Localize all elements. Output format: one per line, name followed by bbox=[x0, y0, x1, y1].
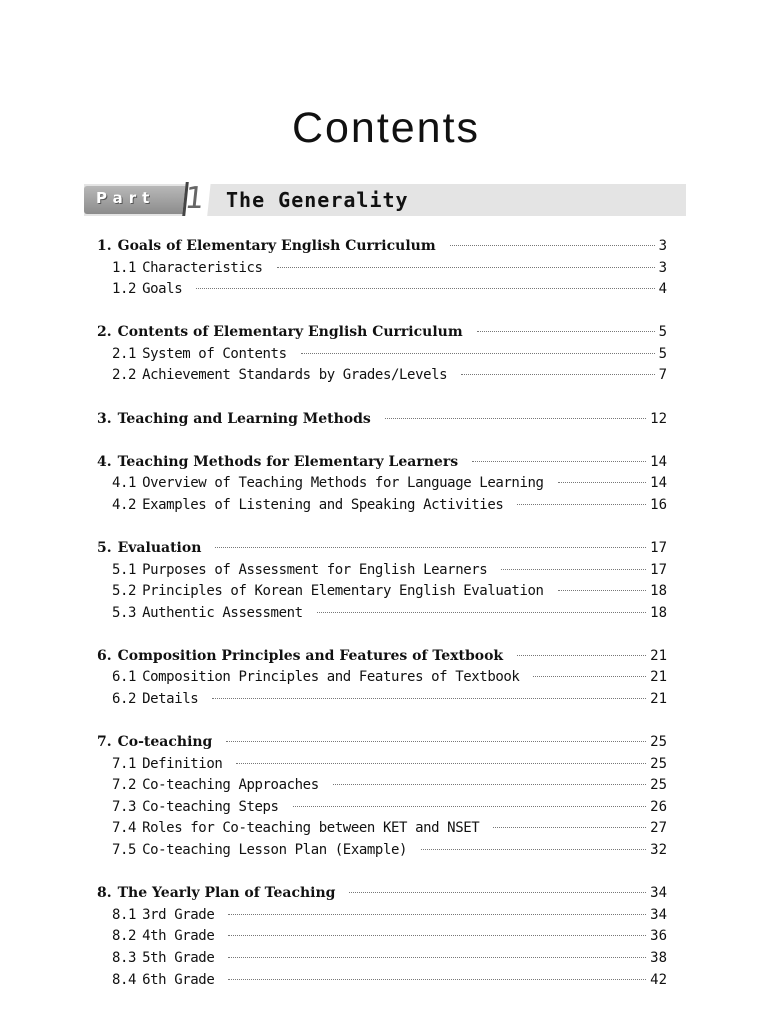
toc-page-number: 5 bbox=[658, 345, 667, 362]
toc-entry-title: Goals bbox=[142, 281, 183, 298]
part-badge bbox=[84, 186, 188, 214]
toc-entry-title: Overview of Teaching Methods for Language Learning bbox=[142, 475, 544, 492]
toc-page-number: 32 bbox=[650, 842, 667, 859]
toc-entry-number: 6.2 bbox=[112, 691, 137, 707]
toc-page-number: 18 bbox=[650, 604, 667, 621]
toc-page-number: 14 bbox=[650, 475, 667, 492]
toc-entry-title: 4th Grade bbox=[142, 928, 215, 945]
toc-page-number: 25 bbox=[650, 777, 667, 794]
toc-entry-title: 5th Grade bbox=[142, 949, 215, 966]
toc-entry-number: 8.1 bbox=[112, 906, 137, 923]
section-gap bbox=[97, 864, 667, 886]
toc-entry-number: 2.2 bbox=[112, 367, 137, 384]
toc-page-number: 21 bbox=[650, 647, 667, 664]
toc-entry-number: 7.5 bbox=[112, 842, 137, 859]
toc-entry-number: 5.1 bbox=[112, 561, 137, 578]
toc-entry-title: The Yearly Plan of Teaching bbox=[117, 885, 336, 902]
dot-leader bbox=[472, 460, 646, 462]
toc-entry-number: 5. bbox=[97, 539, 112, 556]
toc-entry-number: 6.1 bbox=[112, 669, 137, 686]
dot-leader bbox=[228, 934, 646, 936]
dot-leader bbox=[301, 352, 655, 354]
toc-chapter-entry[interactable] bbox=[97, 540, 667, 562]
toc-section-entry[interactable] bbox=[97, 820, 667, 842]
toc-entry-number: 8.3 bbox=[112, 949, 137, 966]
toc-entry-title: 6th Grade bbox=[142, 971, 215, 988]
dot-leader bbox=[385, 417, 646, 419]
toc-page-number: 25 bbox=[650, 755, 667, 772]
toc-entry-number: 5.3 bbox=[112, 604, 137, 621]
dot-leader bbox=[196, 287, 654, 289]
toc-section-entry[interactable] bbox=[97, 260, 667, 282]
toc-page-number: 18 bbox=[650, 583, 667, 600]
toc-section-entry[interactable] bbox=[97, 367, 667, 389]
section-gap bbox=[97, 432, 667, 454]
dot-leader bbox=[533, 675, 646, 677]
toc-entry-number: 8.4 bbox=[112, 971, 137, 988]
toc-page-number: 3 bbox=[658, 259, 667, 276]
toc-entry-title: Teaching and Learning Methods bbox=[117, 410, 371, 427]
dot-leader bbox=[228, 913, 646, 915]
toc-entry-title: Co-teaching Lesson Plan (Example) bbox=[142, 842, 408, 859]
toc-entry-number: 7.4 bbox=[112, 820, 137, 837]
toc-entry-title: Co-teaching Steps bbox=[142, 798, 279, 815]
toc-page-number: 21 bbox=[650, 691, 667, 707]
part-number-text: 1 bbox=[183, 181, 206, 216]
toc-entry-number: 4. bbox=[97, 453, 112, 470]
toc-page-number: 5 bbox=[658, 324, 667, 341]
toc-section-entry[interactable] bbox=[97, 907, 667, 929]
toc-entry-title: Purposes of Assessment for English Learners bbox=[142, 561, 488, 578]
toc-entry-title: Roles for Co-teaching between KET and NSET bbox=[142, 820, 480, 837]
toc-entry-title: Co-teaching Approaches bbox=[142, 777, 319, 794]
toc-entry-number: 7.3 bbox=[112, 798, 137, 815]
dot-leader bbox=[277, 266, 655, 268]
toc-page-number: 14 bbox=[650, 453, 667, 470]
toc-entry-number: 4.1 bbox=[112, 475, 137, 492]
toc-chapter-entry[interactable] bbox=[97, 648, 667, 670]
section-gap bbox=[97, 713, 667, 735]
toc-section-entry[interactable] bbox=[97, 691, 667, 713]
dot-leader bbox=[493, 826, 646, 828]
toc-section-entry[interactable] bbox=[97, 756, 667, 778]
page-title: Contents bbox=[291, 104, 481, 152]
toc-page-number: 36 bbox=[650, 928, 667, 945]
part-label: Part bbox=[96, 189, 156, 207]
section-gap bbox=[97, 626, 667, 648]
toc-page-number: 34 bbox=[650, 885, 667, 902]
dot-leader bbox=[501, 568, 646, 570]
toc-entry-number: 2.1 bbox=[112, 345, 137, 362]
toc-entry-title: Goals of Elementary English Curriculum bbox=[117, 238, 436, 254]
toc-section-entry[interactable] bbox=[97, 346, 667, 368]
toc-entry-title: Achievement Standards by Grades/Levels bbox=[142, 367, 448, 384]
toc-entry-number: 1.1 bbox=[112, 259, 137, 276]
toc-entry-title: Composition Principles and Features of Textbook bbox=[142, 669, 520, 686]
toc-page-number: 16 bbox=[650, 496, 667, 513]
toc-entry-title: Authentic Assessment bbox=[142, 604, 303, 621]
toc-chapter-entry[interactable] bbox=[97, 734, 667, 756]
toc-entry-title: Principles of Korean Elementary English Evaluation bbox=[142, 583, 544, 600]
dot-leader bbox=[228, 978, 646, 980]
toc-chapter-entry[interactable] bbox=[97, 411, 667, 433]
toc-entry-title: Examples of Listening and Speaking Activities bbox=[142, 496, 504, 513]
toc-page-number: 17 bbox=[650, 561, 667, 578]
part-number bbox=[182, 182, 211, 216]
toc-page-number: 34 bbox=[650, 906, 667, 923]
toc-entry-title: System of Contents bbox=[142, 345, 287, 362]
toc-chapter-entry[interactable] bbox=[97, 238, 667, 260]
section-gap bbox=[97, 518, 667, 540]
dot-leader bbox=[421, 848, 646, 850]
toc-section-entry[interactable] bbox=[97, 950, 667, 972]
toc-entry-number: 2. bbox=[97, 324, 112, 341]
section-gap bbox=[97, 303, 667, 325]
toc-entry-title: Contents of Elementary English Curriculum bbox=[117, 324, 463, 341]
toc-section-entry[interactable] bbox=[97, 842, 667, 864]
dot-leader bbox=[517, 503, 646, 505]
dot-leader bbox=[236, 762, 646, 764]
toc-entry-number: 7.1 bbox=[112, 755, 137, 772]
dot-leader bbox=[293, 805, 647, 807]
toc-entry-title: 3rd Grade bbox=[142, 906, 215, 923]
toc-page-number: 17 bbox=[650, 539, 667, 556]
dot-leader bbox=[517, 654, 646, 656]
toc-entry-title: Teaching Methods for Elementary Learners bbox=[117, 453, 459, 470]
toc-section-entry[interactable] bbox=[97, 972, 667, 994]
dot-leader bbox=[461, 373, 654, 375]
toc-page-number: 42 bbox=[650, 971, 667, 988]
toc-chapter-entry[interactable] bbox=[97, 324, 667, 346]
toc-section-entry[interactable] bbox=[97, 475, 667, 497]
toc-section-entry[interactable] bbox=[97, 497, 667, 519]
toc-page-number: 3 bbox=[658, 238, 667, 254]
toc-entry-number: 1. bbox=[97, 238, 112, 254]
toc-page-number: 4 bbox=[658, 281, 667, 298]
part-header bbox=[84, 181, 686, 216]
toc-page-number: 27 bbox=[650, 820, 667, 837]
toc-entry-title: Details bbox=[142, 691, 199, 707]
toc-entry-title: Evaluation bbox=[117, 539, 202, 556]
part-title: The Generality bbox=[226, 188, 409, 212]
toc-page-number: 21 bbox=[650, 669, 667, 686]
toc-entry-title: Characteristics bbox=[142, 259, 263, 276]
toc-section-entry[interactable] bbox=[97, 605, 667, 627]
dot-leader bbox=[477, 330, 655, 332]
dot-leader bbox=[226, 740, 646, 742]
dot-leader bbox=[212, 697, 646, 699]
toc-page-number: 7 bbox=[658, 367, 667, 384]
toc-page-number: 26 bbox=[650, 798, 667, 815]
dot-leader bbox=[317, 611, 646, 613]
dot-leader bbox=[333, 783, 646, 785]
toc-entry-number: 8.2 bbox=[112, 928, 137, 945]
toc-entry-number: 7.2 bbox=[112, 777, 137, 794]
dot-leader bbox=[215, 546, 646, 548]
toc-entry-number: 7. bbox=[97, 734, 112, 751]
toc-page-number: 25 bbox=[650, 734, 667, 751]
toc-chapter-entry[interactable] bbox=[97, 885, 667, 907]
toc-entry-title: Co-teaching bbox=[117, 734, 213, 751]
dot-leader bbox=[349, 891, 646, 893]
toc-section-entry[interactable] bbox=[97, 777, 667, 799]
dot-leader bbox=[558, 481, 647, 483]
toc-page-number: 12 bbox=[650, 410, 667, 427]
toc-entry-number: 3. bbox=[97, 410, 112, 427]
toc-section-entry[interactable] bbox=[97, 799, 667, 821]
dot-leader bbox=[558, 589, 647, 591]
toc-entry-number: 1.2 bbox=[112, 281, 137, 298]
toc-entry-number: 6. bbox=[97, 647, 112, 664]
toc-entry-title: Composition Principles and Features of Textbook bbox=[117, 647, 504, 664]
toc-page-number: 38 bbox=[650, 949, 667, 966]
toc-entry-number: 4.2 bbox=[112, 496, 137, 513]
toc-entry-title: Definition bbox=[142, 755, 223, 772]
toc-section-entry[interactable] bbox=[97, 281, 667, 303]
dot-leader bbox=[450, 244, 655, 246]
toc-section-entry[interactable] bbox=[97, 562, 667, 584]
table-of-contents bbox=[97, 238, 667, 993]
toc-chapter-entry[interactable] bbox=[97, 454, 667, 476]
toc-entry-number: 8. bbox=[97, 885, 112, 902]
toc-entry-number: 5.2 bbox=[112, 583, 137, 600]
section-gap bbox=[97, 389, 667, 411]
toc-section-entry[interactable] bbox=[97, 669, 667, 691]
toc-section-entry[interactable] bbox=[97, 583, 667, 605]
toc-section-entry[interactable] bbox=[97, 928, 667, 950]
dot-leader bbox=[228, 956, 646, 958]
